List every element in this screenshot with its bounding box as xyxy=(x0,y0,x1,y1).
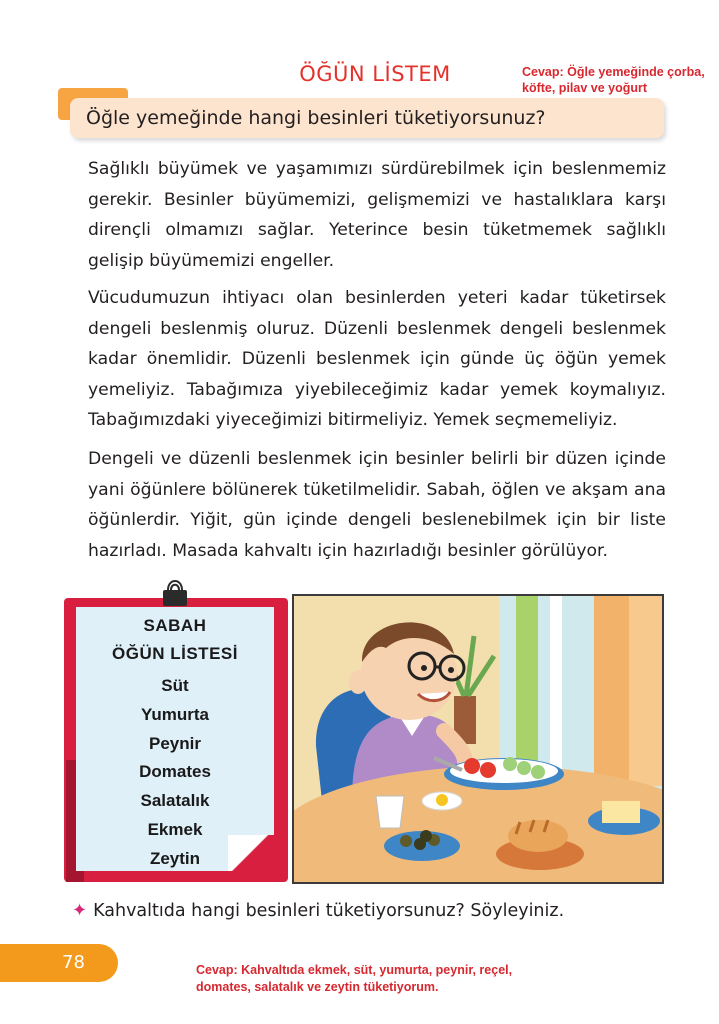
list-heading-line2: ÖĞÜN LİSTESİ xyxy=(112,644,238,663)
breakfast-illustration xyxy=(292,594,664,884)
answer-note-top: Cevap: Öğle yemeğinde çorba, köfte, pilav ve yoğurt xyxy=(522,65,705,95)
list-heading-line1: SABAH xyxy=(143,616,207,635)
star-bullet-icon: ✦ xyxy=(72,900,88,921)
answer-note-bottom: Cevap: Kahvaltıda ekmek, süt, yumurta, peynir, reçel, domates, salatalık ve zeytin tüketiyorum. xyxy=(196,963,513,994)
illustration-art xyxy=(294,596,662,882)
breakfast-list xyxy=(76,672,274,874)
paragraph-1: Sağlıklı büyümek ve yaşamımızı sürdürebilmek için beslenmemiz gerekir. Besinler büyümemizi, gelişmemizi ve hastalıklara karşı dirençli olmamızı sağlar. Yeterince besin tüketmemek sağlıklı gelişip büyümemizi engeller. xyxy=(88,159,666,271)
prompt-line xyxy=(72,900,564,921)
paragraph-3: Dengeli ve düzenli beslenmek için besinler belirli bir düzen içinde yani öğünlere bölünerek tüketilmelidir. Sabah, öğlen ve akşam ana öğünlerdir. Yiğit, gün içinde dengeli beslenebilmek için bir liste hazırladı. Masada kahvaltı için hazırladığı besinler görülüyor. xyxy=(88,449,666,561)
question-top: Öğle yemeğinde hangi besinleri tüketiyorsunuz? xyxy=(86,107,546,129)
paragraph-2: Vücudumuzun ihtiyacı olan besinlerden yeteri kadar tüketirsek dengeli beslenmiş oluruz. Düzenli beslenmek dengeli beslenmek kadar önemlidir. Düzenli beslenmek için günde üç öğün yemek yemeliyiz. Tabağımıza yiyebileceğimiz kadar yemek koymalıyız. Tabağımızdaki yiyeceğimizi bitirmeliyiz. Yemek seçmemeliyiz. xyxy=(88,288,666,430)
list-item: Salatalık xyxy=(140,791,210,811)
binder-clip-icon xyxy=(160,574,190,608)
list-item: Domates xyxy=(139,762,211,782)
list-item: Ekmek xyxy=(147,819,203,839)
list-item: Süt xyxy=(161,676,189,695)
page-number-tab xyxy=(0,944,118,982)
list-item: Peynir xyxy=(149,733,201,753)
page-title: ÖĞÜN LİSTEM xyxy=(299,62,451,86)
list-item: Zeytin xyxy=(149,848,201,868)
page-number: 78 xyxy=(62,952,85,973)
list-item: Yumurta xyxy=(140,704,210,724)
prompt-text: Kahvaltıda hangi besinleri tüketiyorsunuz? Söyleyiniz. xyxy=(93,901,565,921)
